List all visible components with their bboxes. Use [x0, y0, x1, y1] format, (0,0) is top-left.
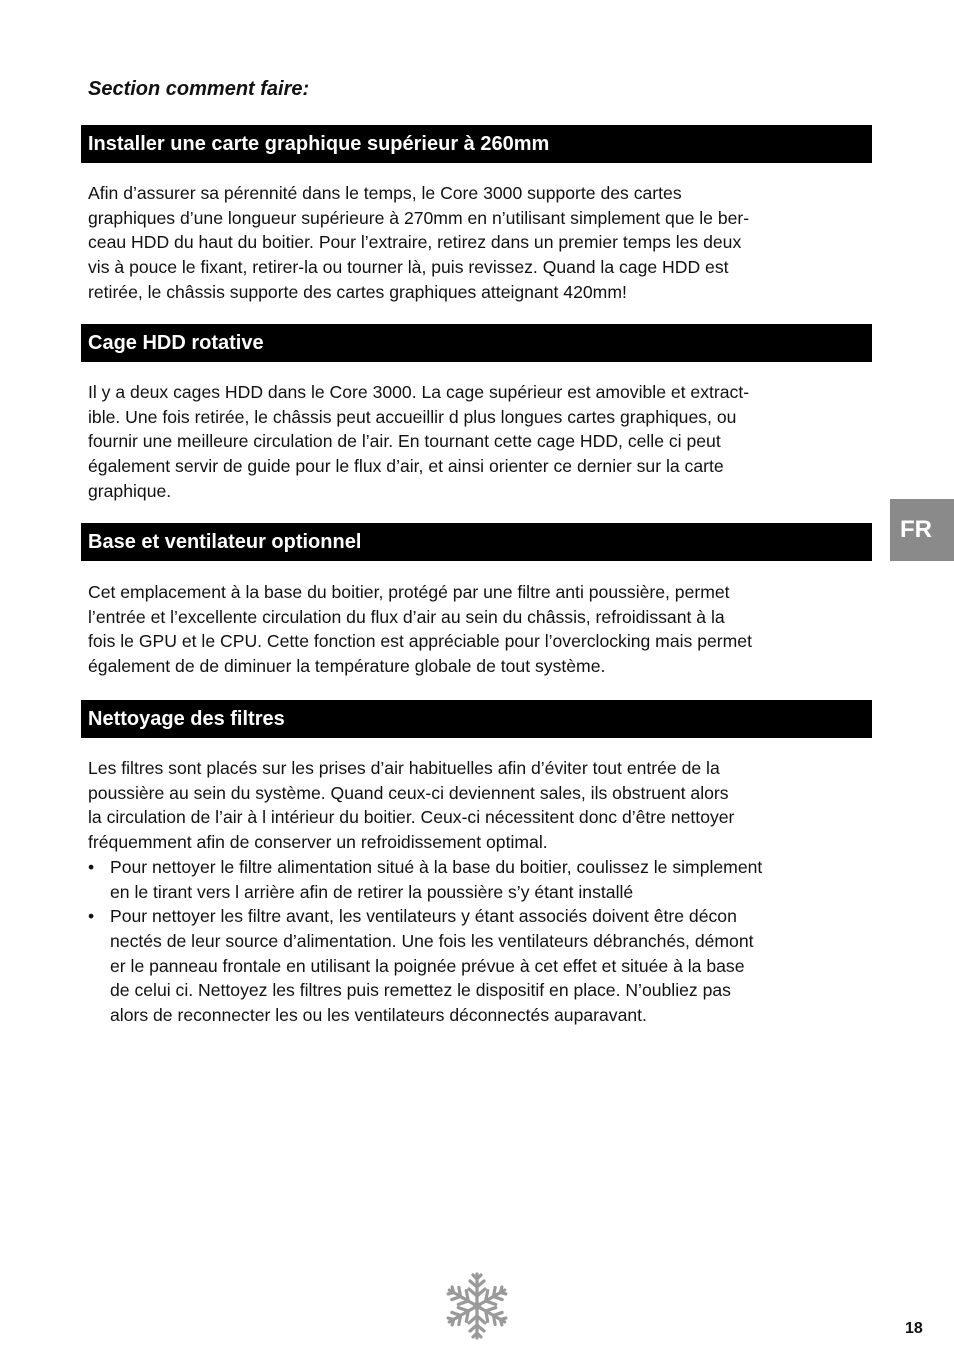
section-heading-filter-cleaning: Nettoyage des filtres	[81, 700, 872, 738]
bullet-line: de celui ci. Nettoyez les filtres puis remettez le dispositif en place. N’oubliez pas	[110, 980, 731, 1001]
paragraph-line: vis à pouce le fixant, retirer-la ou tourner là, puis revissez. Quand la cage HDD est	[88, 257, 729, 278]
paragraph-hdd-cage	[88, 380, 872, 504]
paragraph-line: ceau HDD du haut du boitier. Pour l’extraire, retirez dans un premier temps les deux	[88, 232, 742, 253]
paragraph-base-fan	[88, 580, 872, 679]
bullet-line: nectés de leur source d’alimentation. Une fois les ventilateurs débranchés, démont	[110, 930, 754, 951]
paragraph-line: graphique.	[88, 480, 172, 501]
section-heading-base-fan: Base et ventilateur optionnel	[81, 523, 872, 561]
paragraph-filter-cleaning	[88, 756, 872, 1028]
bullet-line: er le panneau frontale en utilisant la poignée prévue à cet effet et située à la base	[110, 955, 745, 976]
language-tab: FR	[890, 499, 954, 561]
paragraph-line: fois le GPU et le CPU. Cette fonction est appréciable pour l’overclocking mais permet	[88, 631, 752, 652]
bullet-item	[88, 855, 872, 904]
bullet-line: en le tirant vers l arrière afin de retirer la poussière s’y étant installé	[110, 881, 634, 902]
bullet-dot: •	[88, 856, 95, 877]
bullet-list	[88, 855, 872, 1028]
bullet-line: Pour nettoyer les filtre avant, les ventilateurs y étant associés doivent être décon	[110, 906, 737, 927]
paragraph-line: Afin d’assurer sa pérennité dans le temps, le Core 3000 supporte des cartes	[88, 183, 682, 203]
paragraph-line: graphiques d’une longueur supérieure à 270mm en n’utilisant simplement que le ber-	[88, 207, 750, 228]
paragraph-line: l’entrée et l’excellente circulation du flux d’air au sein du châssis, refroidissant à la	[88, 606, 725, 627]
paragraph-line: poussière au sein du système. Quand ceux-ci deviennent sales, ils obstruent alors	[88, 782, 729, 803]
paragraph-line: la circulation de l’air à l intérieur du boitier. Ceux-ci nécessitent donc d’être nettoyer	[88, 807, 735, 828]
paragraph-line: également de de diminuer la température globale de tout système.	[88, 656, 606, 677]
section-heading-hdd-cage: Cage HDD rotative	[81, 324, 872, 362]
paragraph-line: retirée, le châssis supporte des cartes graphiques atteignant 420mm!	[88, 281, 627, 302]
bullet-dot: •	[88, 906, 95, 927]
section-label: Section comment faire:	[88, 78, 310, 100]
snowflake-icon	[444, 1270, 510, 1342]
bullet-item	[88, 904, 872, 1028]
paragraph-line: Les filtres sont placés sur les prises d’air habituelles afin d’éviter tout entrée de la	[88, 758, 720, 778]
paragraph-line: Cet emplacement à la base du boitier, protégé par une filtre anti poussière, permet	[88, 582, 730, 602]
page-number: 18	[905, 1320, 923, 1337]
paragraph-line: Il y a deux cages HDD dans le Core 3000. La cage supérieur est amovible et extract-	[88, 382, 750, 402]
paragraph-line: fréquemment afin de conserver un refroidissement optimal.	[88, 832, 548, 853]
paragraph-line: également servir de guide pour le flux d’air, et ainsi orienter ce dernier sur la carte	[88, 456, 724, 477]
paragraph-line: ible. Une fois retirée, le châssis peut accueillir d plus longues cartes graphiques, ou	[88, 406, 737, 427]
paragraph-graphics-card	[88, 181, 872, 305]
section-heading-graphics-card: Installer une carte graphique supérieur à 260mm	[81, 125, 872, 163]
bullet-line: Pour nettoyer le filtre alimentation situé à la base du boitier, coulissez le simplement	[110, 856, 763, 877]
bullet-line: alors de reconnecter les ou les ventilateurs déconnectés auparavant.	[110, 1005, 647, 1026]
paragraph-line: fournir une meilleure circulation de l’air. En tournant cette cage HDD, celle ci peut	[88, 431, 721, 452]
